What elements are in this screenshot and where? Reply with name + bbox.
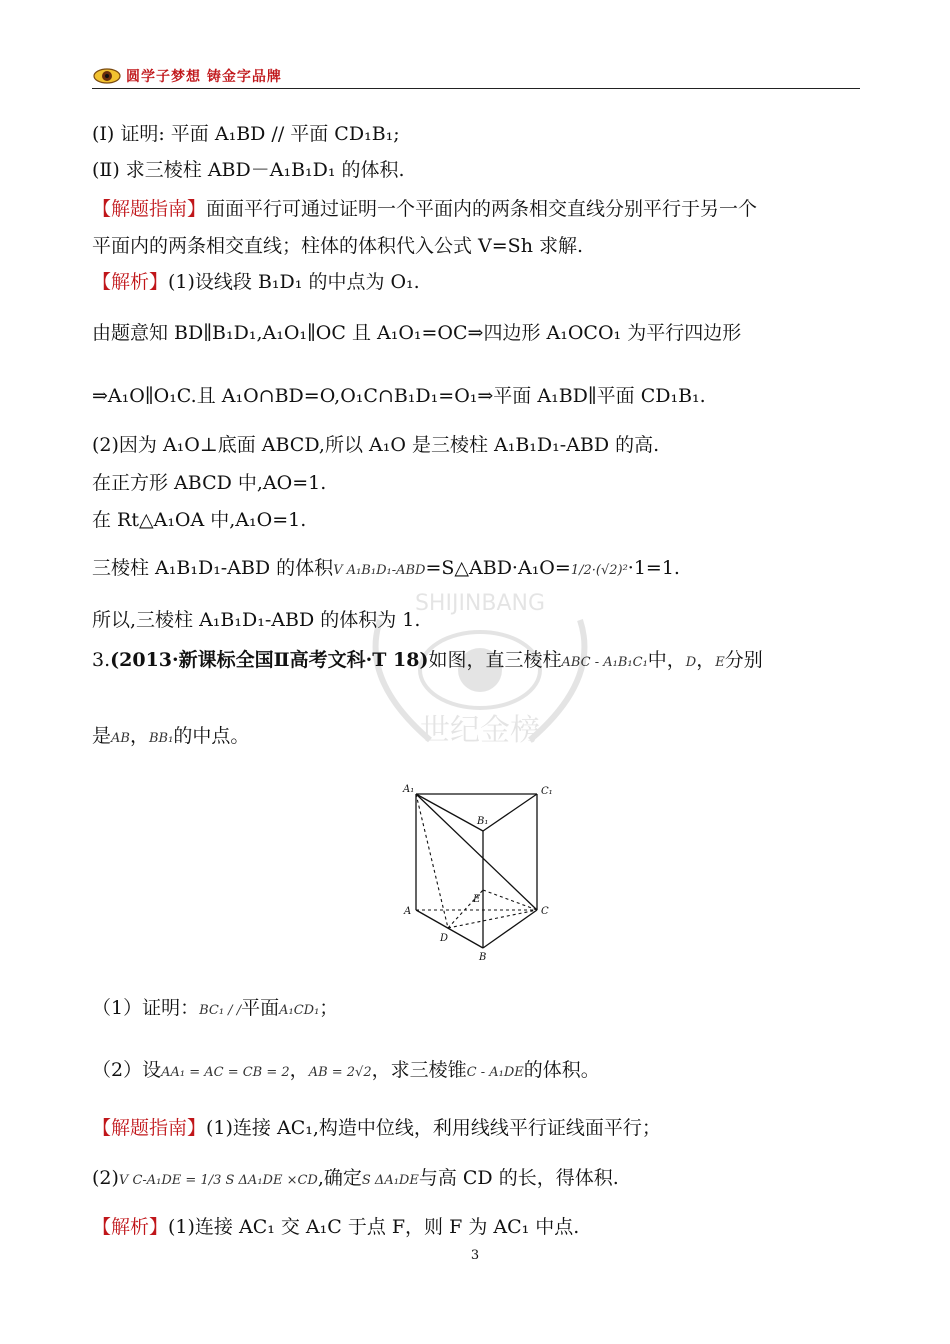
question-2 (92, 1058, 600, 1085)
solution-line-4: (2)因为 A₁O⊥底面 ABCD,所以 A₁O 是三棱柱 A₁B₁D₁-ABD 的高. (92, 434, 660, 456)
problem-prism: ABC - A₁B₁C₁ (561, 655, 648, 670)
q2-text-b: ，求三棱锥 (371, 1059, 467, 1081)
solution-line-1 (92, 270, 420, 294)
page-number: 3 (470, 1248, 480, 1263)
question-1 (92, 996, 338, 1023)
guide-tag: 【解题指南】 (92, 1117, 207, 1139)
part-2-statement: (Ⅱ) 求三棱柱 ABD－A₁B₁D₁ 的体积. (92, 159, 405, 181)
guide-line-1 (92, 1116, 661, 1140)
point-e: E (715, 655, 725, 670)
eye-logo-icon (92, 64, 122, 86)
watermark-arc-text: SHIJINBANG (414, 591, 546, 616)
volume-text-d: ·1=1. (627, 557, 680, 579)
problem-3-line-1 (92, 648, 763, 675)
q1-text-b: 平面 (241, 997, 280, 1019)
solution-text-1: (1)设线段 B₁D₁ 的中点为 O₁. (168, 271, 420, 293)
segment-bb1: BB₁ (148, 731, 174, 746)
problem-text-e: 的中点。 (173, 725, 250, 747)
volume-text-a: 三棱柱 A₁B₁D₁-ABD 的体积 (92, 557, 334, 579)
guide-text-2a: (2) (92, 1167, 119, 1189)
problem-3-line-2 (92, 724, 249, 751)
label-c: C (541, 906, 549, 917)
header-rule (92, 88, 860, 89)
problem-comma: ， (696, 649, 716, 671)
guide-area: S ΔA₁DE (361, 1173, 419, 1188)
volume-subscript: V A₁B₁D₁-ABD (333, 563, 426, 578)
guide-text-2e: 与高 CD 的长，得体积. (418, 1167, 619, 1189)
point-d: D (685, 655, 697, 670)
label-e: E (473, 894, 481, 905)
solution-line-8: 所以,三棱柱 A₁B₁D₁-ABD 的体积为 1. (92, 609, 421, 631)
watermark-text: 世纪金榜 (420, 713, 540, 748)
guide-line-2 (92, 1166, 619, 1193)
q1-text-c: ； (319, 997, 339, 1019)
label-a: A (404, 906, 412, 917)
label-c1: C₁ (541, 786, 553, 797)
prism-figure (395, 776, 595, 966)
solution-line-6: 在 Rt△A₁OA 中,A₁O=1. (92, 509, 307, 531)
guide-text-2c: ,确定 (317, 1167, 362, 1189)
problem-text-b: 中， (647, 649, 686, 671)
problem-text-d: 是 (92, 725, 112, 747)
q2-eq1: AA₁ = AC = CB = 2 (161, 1065, 290, 1080)
q2-eq2: AB = 2√2 (308, 1065, 372, 1080)
problem-text-a: 如图，直三棱柱 (428, 649, 562, 671)
answer-line-1 (92, 1215, 579, 1239)
label-b: B (479, 952, 487, 963)
header-slogan: 圆学子梦想 铸金字品牌 (126, 69, 282, 85)
problem-source: (2013·新课标全国Ⅱ高考文科·T 18) (110, 649, 429, 671)
solution-tag: 【解析】 (92, 271, 169, 293)
part-1-statement: (Ⅰ) 证明: 平面 A₁BD // 平面 CD₁B₁; (92, 123, 400, 145)
page-header (92, 62, 860, 90)
q2-text-a: （2）设 (92, 1059, 162, 1081)
q2-text-c: 的体积。 (523, 1059, 600, 1081)
segment-ab: AB (111, 731, 130, 746)
answer-tag: 【解析】 (92, 1216, 169, 1238)
problem-text-c: 分别 (724, 649, 763, 671)
label-b1: B₁ (477, 816, 489, 827)
problem-comma-2: ， (129, 725, 149, 747)
problem-number: 3. (92, 649, 111, 671)
volume-text-b: =S△ABD·A₁O= (425, 557, 571, 579)
hint-tag: 【解题指南】 (92, 198, 207, 220)
solution-line-5: 在正方形 ABCD 中,AO=1. (92, 472, 327, 494)
q1-text-a: （1）证明： (92, 997, 200, 1019)
q1-plane: A₁CD₁ (279, 1003, 320, 1018)
guide-formula: V C-A₁DE = 1/3 S ΔA₁DE ×CD (118, 1173, 318, 1188)
label-a1: A₁ (403, 784, 415, 795)
guide-text-1: (1)连接 AC₁,构造中位线，利用线线平行证线面平行； (206, 1117, 661, 1139)
hint-text-1: 面面平行可通过证明一个平面内的两条相交直线分别平行于另一个 (206, 198, 758, 220)
hint-line-2: 平面内的两条相交直线；柱体的体积代入公式 V=Sh 求解. (92, 235, 584, 257)
q2-pyramid: C - A₁DE (466, 1065, 524, 1080)
solution-line-7 (92, 556, 680, 583)
solution-line-3: ⇒A₁O∥O₁C.且 A₁O∩BD=O,O₁C∩B₁D₁=O₁⇒平面 A₁BD∥平面 CD₁B₁. (92, 385, 706, 407)
solution-line-2: 由题意知 BD∥B₁D₁,A₁O₁∥OC 且 A₁O₁=OC⇒四边形 A₁OCO₁ 为平行四边形 (92, 322, 742, 344)
hint-line-1 (92, 197, 757, 221)
label-d: D (440, 933, 449, 944)
q1-bc1: BC₁ / / (199, 1003, 242, 1018)
answer-text-1: (1)连接 AC₁ 交 A₁C 于点 F，则 F 为 AC₁ 中点. (168, 1216, 580, 1238)
q2-comma: ， (289, 1059, 309, 1081)
volume-formula: 1/2·(√2)² (570, 563, 628, 578)
